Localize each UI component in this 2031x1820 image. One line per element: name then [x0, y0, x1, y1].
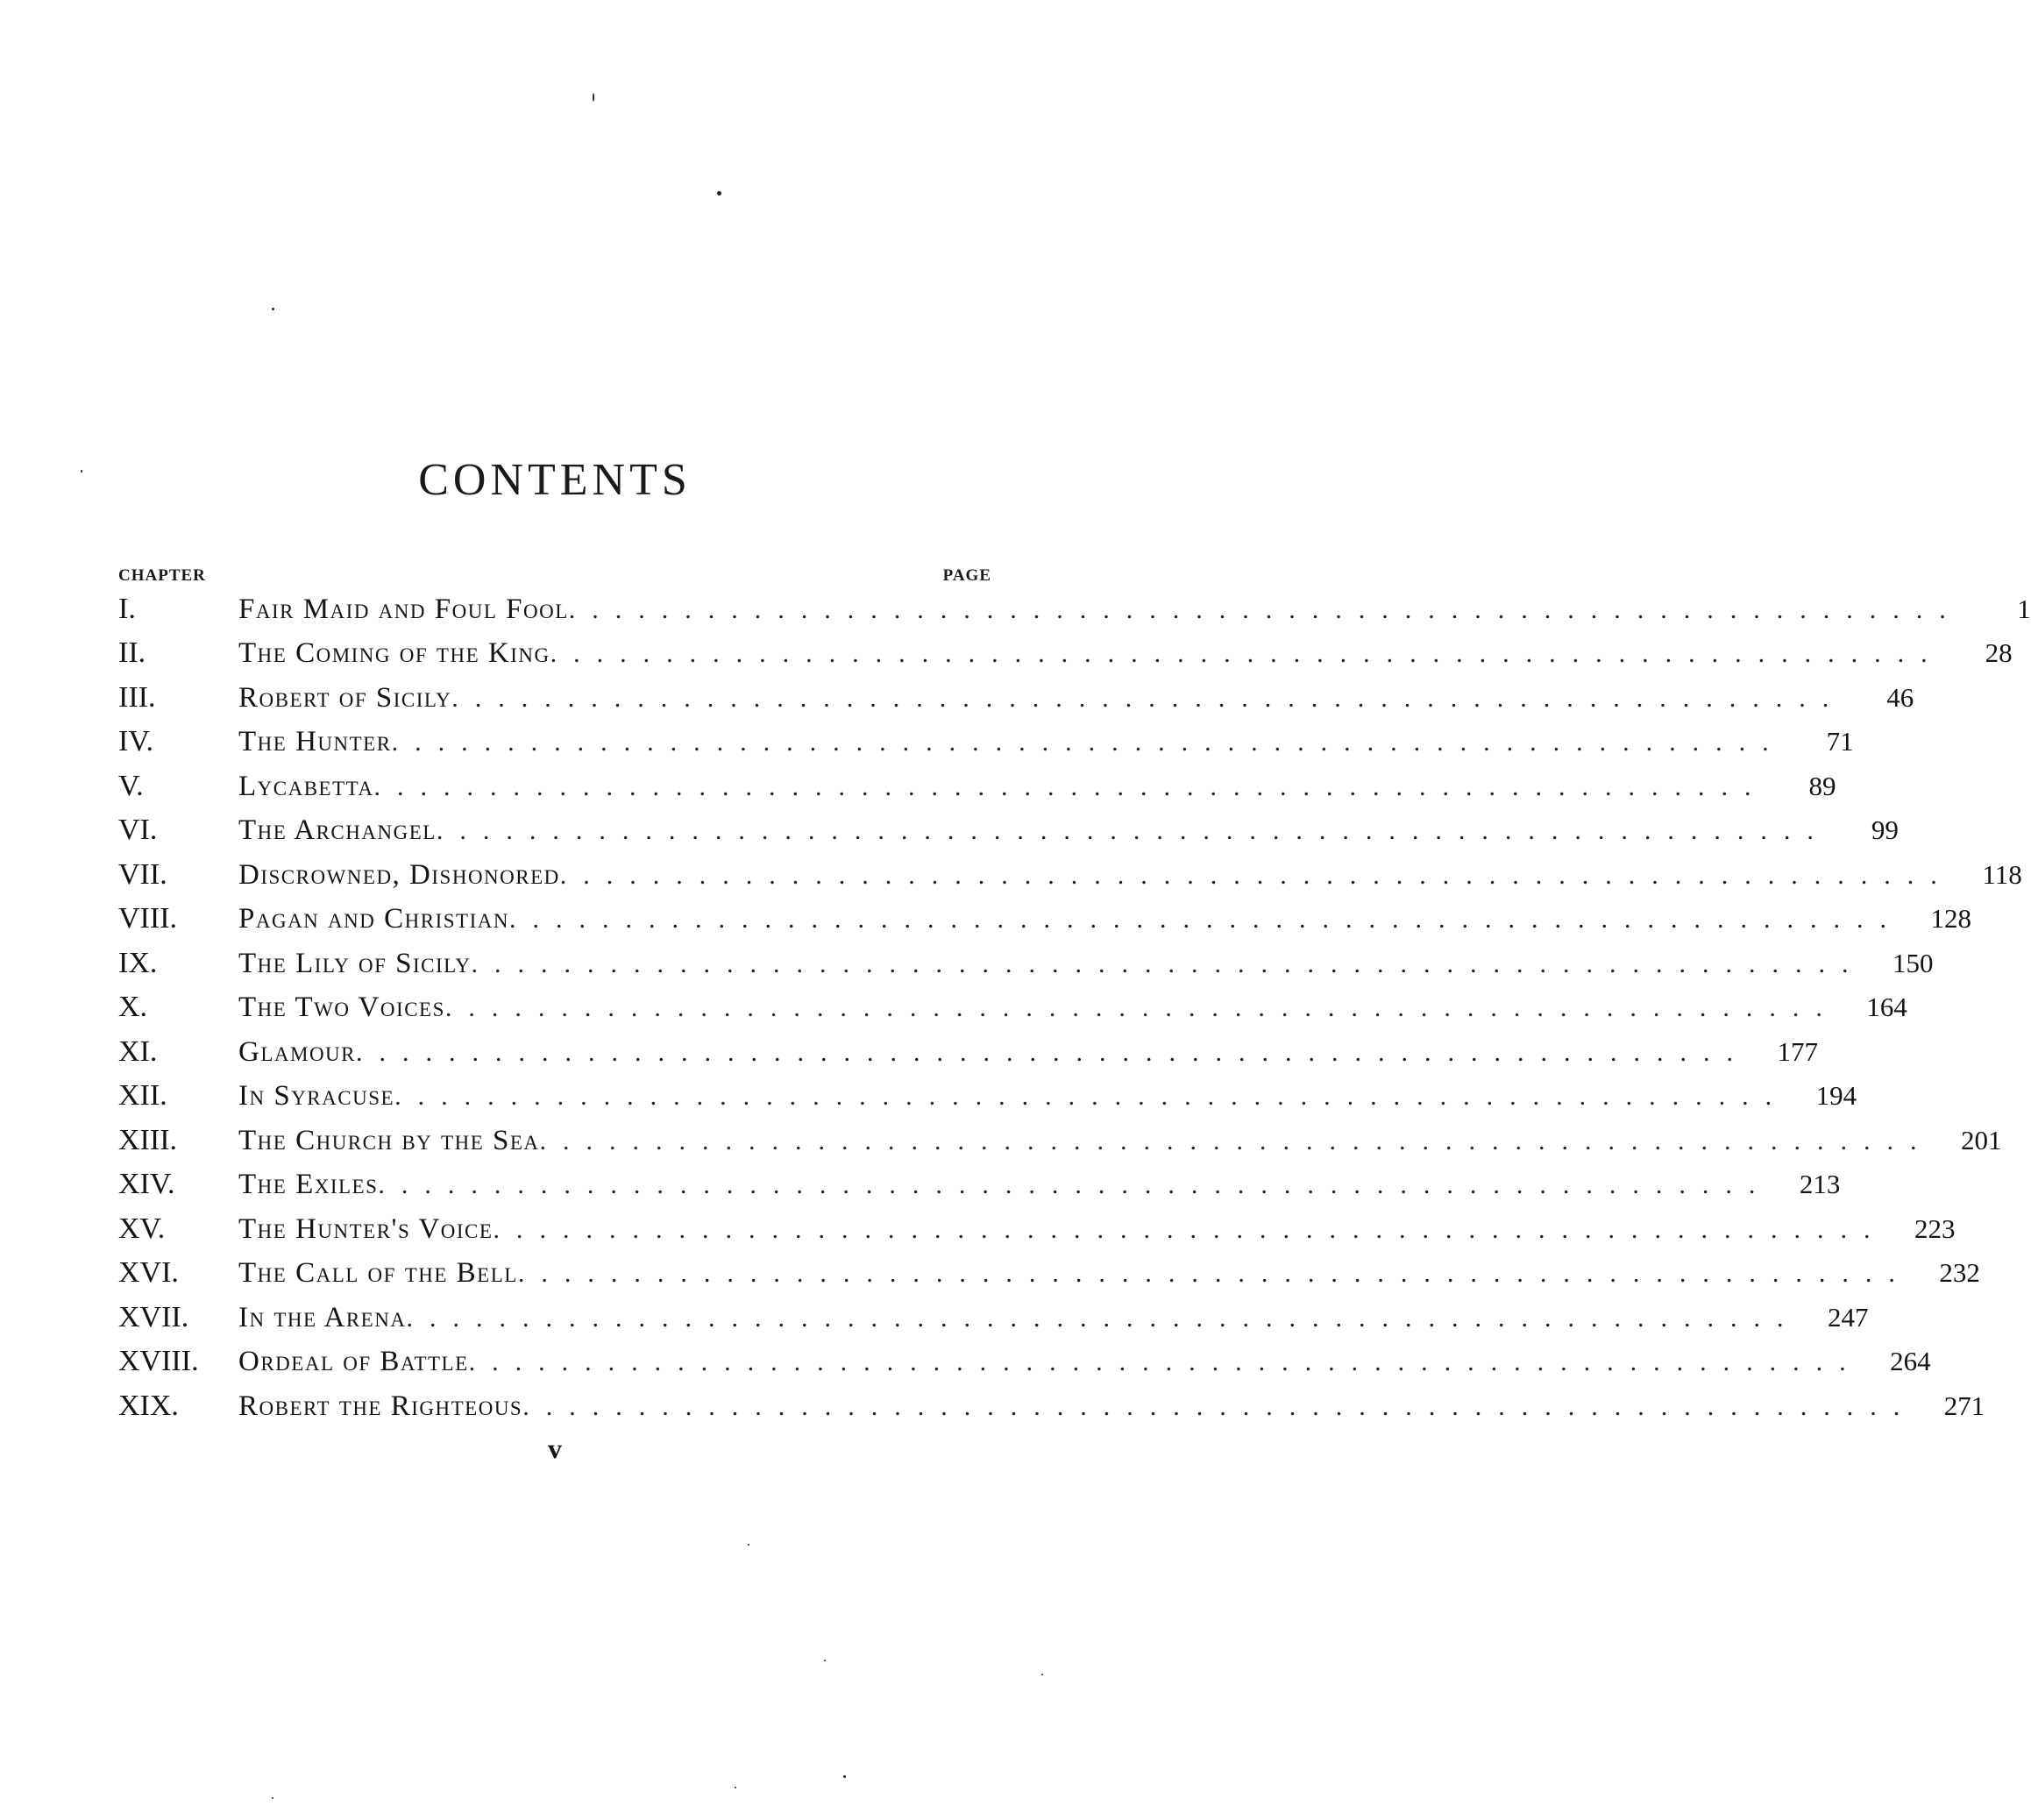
chapter-number: XIV. [118, 1168, 175, 1200]
toc-entry [118, 893, 1971, 938]
chapter-number: XIII. [118, 1123, 178, 1156]
chapter-title: Discrowned, Dishonored [238, 858, 560, 891]
chapter-title: The Lily of Sicily [238, 947, 472, 979]
page-number: 71 [1826, 726, 1854, 757]
contents-heading: CONTENTS [418, 455, 692, 505]
toc-entry [118, 1203, 1956, 1248]
chapter-title: The Hunter's Voice [238, 1212, 494, 1245]
chapter-number: V. [118, 769, 144, 802]
toc-entry [118, 760, 1836, 805]
chapter-title: The Hunter [238, 726, 392, 757]
chapter-title: Glamour [238, 1035, 357, 1068]
page-number: 247 [1827, 1301, 1869, 1333]
page-number: 118 [1982, 858, 2022, 890]
toc-entry [118, 1380, 1985, 1425]
dot-leader: ............................................................ [471, 949, 1865, 978]
dot-leader: ............................................................ [391, 728, 1786, 757]
scan-speck [593, 93, 594, 102]
page-number: 213 [1799, 1169, 1841, 1199]
dot-leader: ............................................................ [559, 860, 1954, 890]
toc-entry [118, 583, 2031, 628]
dot-leader: ............................................................ [436, 816, 1830, 845]
scan-speck [824, 1660, 826, 1661]
toc-entry [118, 1291, 1869, 1336]
chapter-title: In Syracuse [238, 1080, 395, 1112]
page-number: 177 [1777, 1035, 1819, 1067]
dot-leader: ............................................................ [493, 1214, 1887, 1244]
dot-leader: ............................................................ [539, 1126, 1934, 1155]
page-number: 232 [1939, 1257, 1980, 1288]
chapter-title: The Exiles [238, 1169, 379, 1200]
toc-entry [118, 1026, 1819, 1070]
chapter-number: I. [118, 592, 136, 625]
page-column-header: PAGE [942, 566, 991, 585]
chapter-title: In the Arena [238, 1301, 407, 1333]
chapter-number: VII. [118, 857, 167, 891]
page-number: 28 [1985, 637, 2013, 668]
dot-leader: ............................................................ [378, 1170, 1772, 1199]
page-folio: v [548, 1433, 562, 1464]
toc-entry [118, 716, 1854, 761]
page-number: 223 [1914, 1212, 1956, 1244]
chapter-number: XII. [118, 1079, 167, 1112]
dot-leader: ............................................................ [468, 1347, 1863, 1376]
chapter-number: IV. [118, 725, 153, 757]
toc-entry [118, 672, 1914, 716]
chapter-number: XVIII. [118, 1345, 199, 1377]
toc-entry [118, 628, 2013, 672]
toc-entry [118, 805, 1899, 850]
page-number: 128 [1930, 903, 1971, 934]
toc-entry [118, 1070, 1857, 1115]
toc-entry [118, 937, 1934, 982]
chapter-title: Robert of Sicily [238, 681, 452, 714]
chapter-number: XVI. [118, 1256, 179, 1289]
toc-entry [118, 982, 1907, 1027]
dot-leader: ............................................................ [550, 639, 1944, 668]
page-number: 271 [1943, 1390, 1985, 1421]
chapter-title: Fair Maid and Foul Fool [238, 593, 569, 625]
chapter-title: The Call of the Bell [238, 1257, 518, 1289]
scan-speck [272, 1797, 273, 1799]
page-number: 264 [1890, 1346, 1931, 1376]
dot-leader: ............................................................ [444, 993, 1839, 1022]
dot-leader: ............................................................ [451, 683, 1846, 713]
chapter-number: III. [118, 680, 156, 714]
chapter-number: XV. [118, 1212, 166, 1245]
chapter-title: The Archangel [238, 814, 437, 846]
page-number: 99 [1871, 814, 1899, 845]
toc-entry [118, 1114, 2002, 1159]
page-number: 89 [1808, 770, 1836, 801]
page-number: 194 [1815, 1080, 1857, 1111]
page-number: 201 [1961, 1124, 2002, 1155]
dot-leader: ............................................................ [517, 1259, 1912, 1288]
chapter-number: XIX. [118, 1389, 179, 1422]
chapter-title: Ordeal of Battle [238, 1346, 469, 1377]
dot-leader: ............................................................ [394, 1082, 1789, 1111]
chapter-title: Lycabetta [238, 770, 374, 802]
chapter-title: The Two Voices [238, 992, 445, 1023]
scan-speck [843, 1775, 846, 1778]
chapter-title: Pagan and Christian [238, 903, 509, 935]
dot-leader: ............................................................ [406, 1303, 1800, 1333]
page-number: 164 [1866, 992, 1907, 1022]
dot-leader: ............................................................ [373, 771, 1768, 801]
page-number: 1 [2017, 593, 2031, 624]
dot-leader: ............................................................ [356, 1037, 1750, 1067]
page-number: 46 [1886, 681, 1914, 713]
chapter-number: XI. [118, 1034, 158, 1068]
chapter-number: IX. [118, 946, 158, 979]
scan-speck [717, 191, 721, 196]
dot-leader: ............................................................ [568, 594, 1963, 624]
chapter-column-header: CHAPTER [118, 566, 206, 585]
chapter-number: XVII. [118, 1300, 189, 1333]
chapter-number: VIII. [118, 902, 178, 935]
scan-speck [748, 1544, 749, 1546]
toc-entry [118, 849, 2022, 893]
scan-speck [272, 308, 274, 310]
chapter-title: The Church by the Sea [238, 1124, 540, 1156]
toc-entry [118, 1159, 1841, 1204]
table-of-contents [118, 583, 2031, 1425]
chapter-title: The Coming of the King [238, 637, 550, 669]
chapter-number: II. [118, 636, 146, 669]
scan-speck [1041, 1674, 1043, 1675]
toc-entry [118, 1248, 1980, 1292]
dot-leader: ............................................................ [522, 1391, 1917, 1421]
dot-leader: ............................................................ [508, 905, 1903, 934]
chapter-number: X. [118, 991, 148, 1023]
chapter-title: Robert the Righteous [238, 1390, 523, 1422]
chapter-number: VI. [118, 814, 158, 846]
page-number: 150 [1893, 947, 1934, 978]
scan-speck [735, 1787, 736, 1788]
toc-entry [118, 1336, 1931, 1381]
